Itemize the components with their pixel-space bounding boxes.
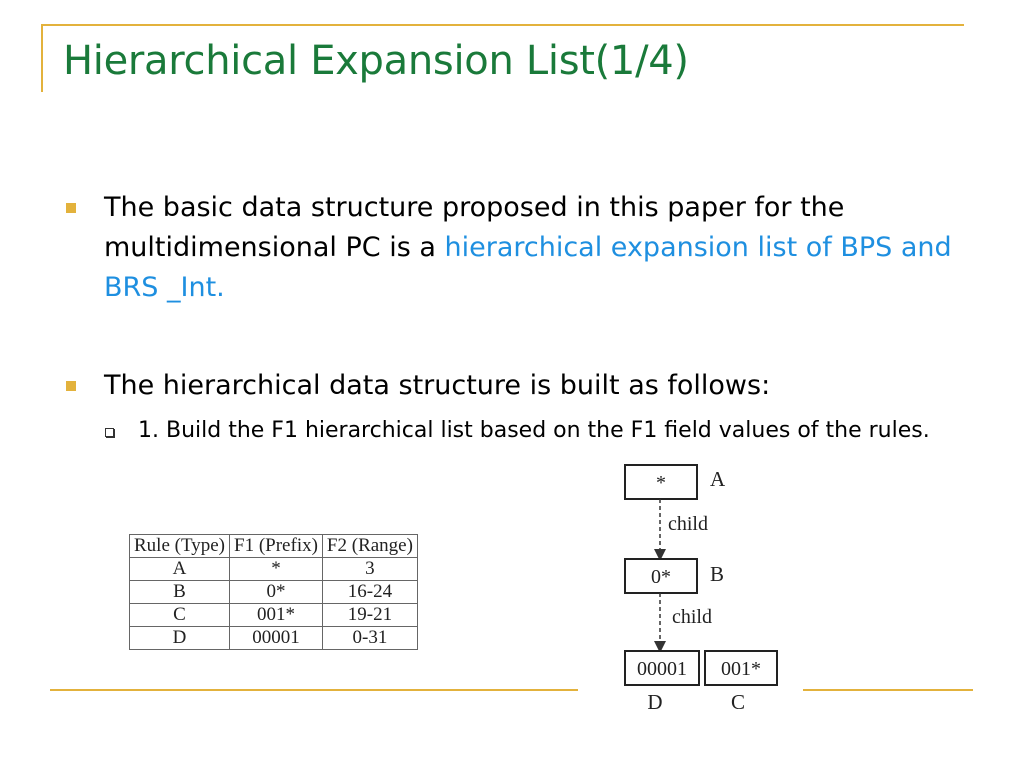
table-cell: B: [130, 581, 230, 604]
bullet-1-text: [104, 188, 964, 308]
rule-table-header: Rule (Type): [130, 535, 230, 558]
footer-rule-right: [803, 689, 973, 691]
sub-bullet-marker: [105, 428, 114, 437]
slide-title: Hierarchical Expansion List(1/4): [63, 38, 689, 84]
rule-table-header: F2 (Range): [322, 535, 417, 558]
table-row: [130, 604, 418, 627]
rule-table: [129, 534, 418, 650]
table-cell: 16-24: [322, 581, 417, 604]
table-cell: 3: [322, 558, 417, 581]
bullet-marker: [66, 203, 76, 213]
node-label: B: [710, 562, 725, 586]
node-label: C: [730, 690, 746, 714]
table-cell: 001*: [230, 604, 323, 627]
table-row: [130, 581, 418, 604]
table-row: [130, 627, 418, 650]
table-cell: 0*: [230, 581, 323, 604]
rule-table-header: F1 (Prefix): [230, 535, 323, 558]
footer-rule-left: [50, 689, 578, 691]
bullet-1-highlight: hierarchical expansion list of BPS and BRS _Int.: [104, 232, 952, 303]
node-label: A: [710, 467, 726, 491]
sub-bullet-1-text: 1. Build the F1 hierarchical list based on the F1 field values of the rules.: [138, 418, 930, 443]
node-value: 00001: [637, 658, 687, 680]
table-cell: 00001: [230, 627, 323, 650]
node-value: 0*: [651, 566, 671, 588]
hierarchy-diagram: [590, 455, 790, 717]
rule-table-header-row: [130, 535, 418, 558]
bullet-2-text: The hierarchical data structure is built as follows:: [104, 370, 771, 401]
table-cell: 0-31: [322, 627, 417, 650]
title-left-rule: [41, 24, 43, 92]
node-label: D: [647, 690, 663, 714]
table-cell: D: [130, 627, 230, 650]
node-value: *: [656, 472, 666, 494]
table-cell: A: [130, 558, 230, 581]
bullet-marker: [66, 381, 76, 391]
table-cell: 19-21: [322, 604, 417, 627]
title-top-rule: [41, 24, 964, 26]
bullet-1-plain: The basic data structure proposed in this paper for the multidimensional PC is a: [104, 192, 845, 263]
edge-label: child: [668, 513, 708, 535]
table-cell: *: [230, 558, 323, 581]
node-value: 001*: [721, 658, 761, 680]
table-row: [130, 558, 418, 581]
edge-label: child: [672, 606, 712, 628]
table-cell: C: [130, 604, 230, 627]
